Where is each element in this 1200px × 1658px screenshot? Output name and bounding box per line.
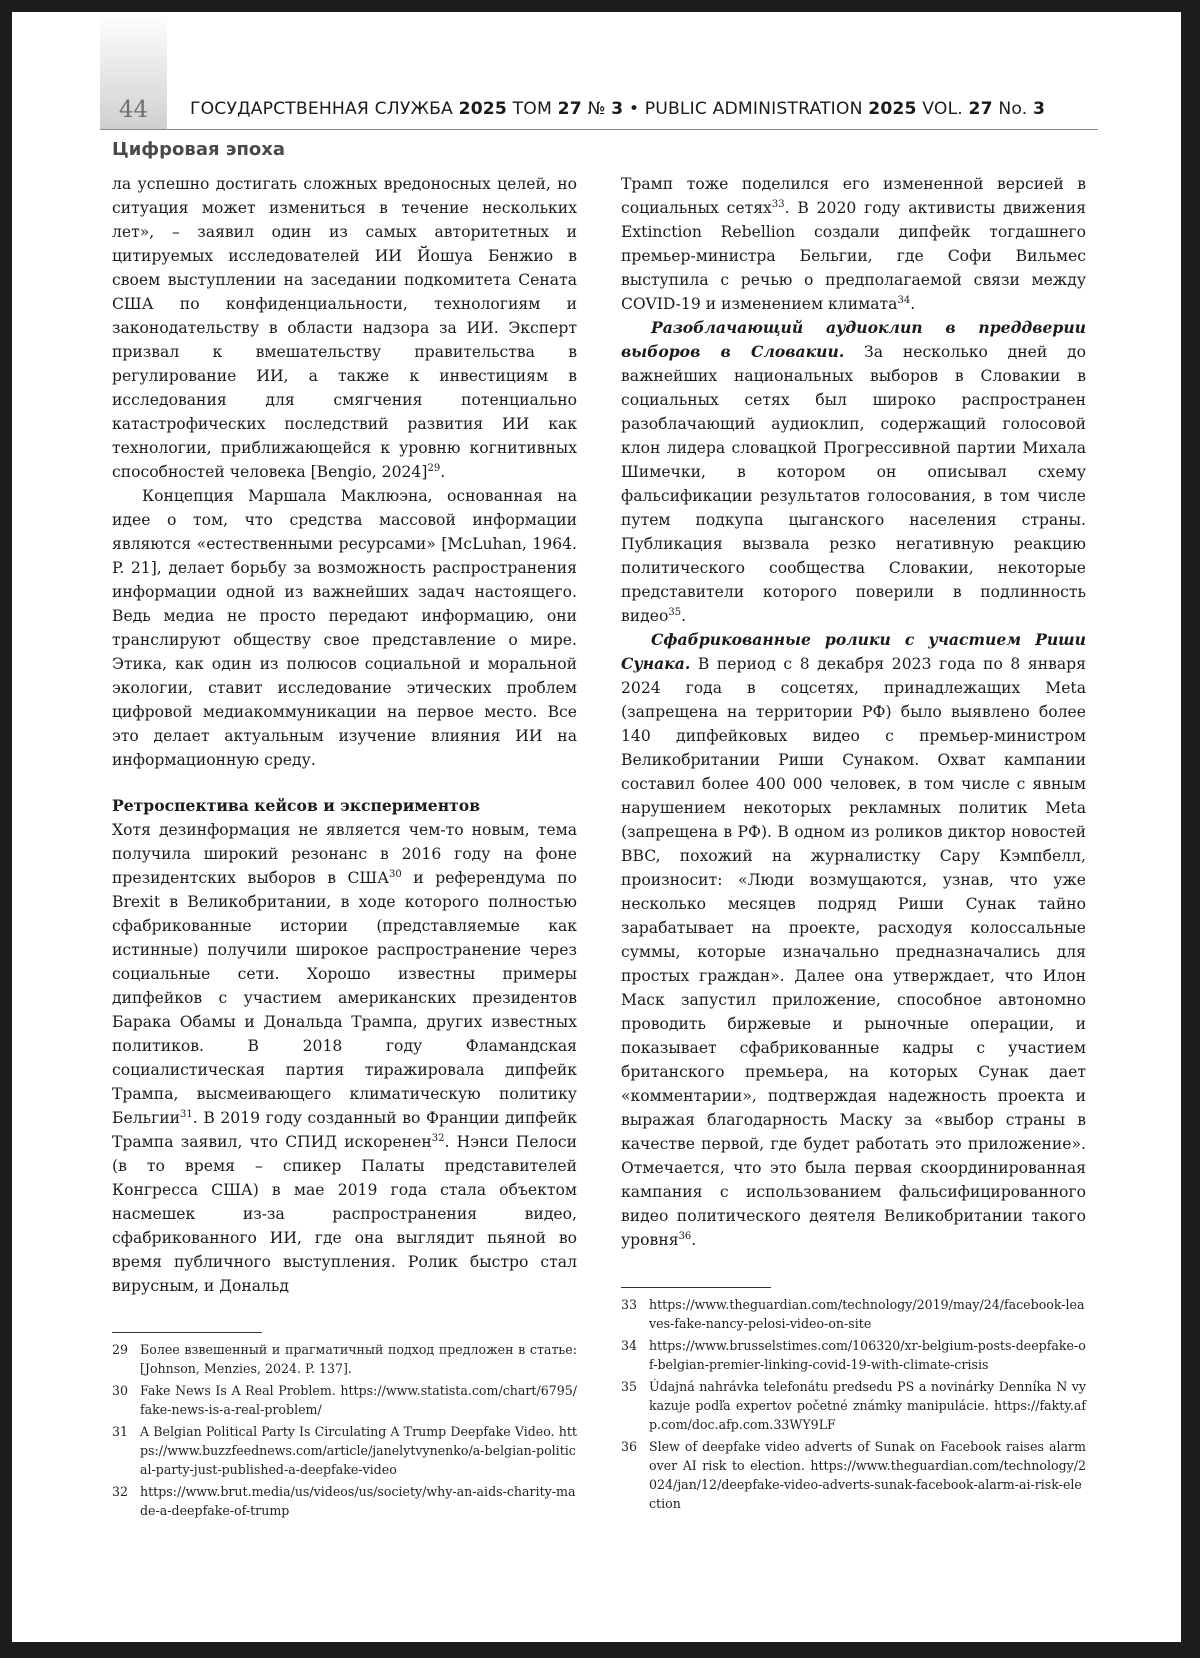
- footnote-35: 35 Údajná nahrávka telefonátu predsedu PS a novinárky Denníka N vykazuje podľa expertov početné známky manipulácie. https://fakty.afp.com/doc.afp.com.33WY9LF: [621, 1379, 1086, 1432]
- volume-label-en: VOL.: [922, 99, 963, 119]
- footnote-rule-right: [621, 1287, 771, 1288]
- footnote-ref-30[interactable]: 30: [389, 869, 402, 880]
- running-header: [190, 99, 1098, 119]
- footnote-ref-36[interactable]: 36: [678, 1231, 692, 1242]
- issue-number-en: 3: [1032, 99, 1046, 119]
- volume-label-ru: ТОМ: [512, 99, 552, 119]
- footnote-30: 30 Fake News Is A Real Problem. https://www.statista.com/chart/6795/fake-news-is-a-real-problem/: [112, 1383, 577, 1417]
- footnote-rule-left: [112, 1332, 262, 1333]
- footnote-ref-29[interactable]: 29: [427, 463, 441, 474]
- journal-title-ru: ГОСУДАРСТВЕННАЯ СЛУЖБА: [190, 99, 453, 119]
- section-heading: Ретроспектива кейсов и экспериментов: [112, 796, 481, 815]
- footnote-36: 36 Slew of deepfake video adverts of Sunak on Facebook raises alarm over AI risk to election. https://www.theguardian.com/technology/2024/jan/12/deepfake-video-adverts-sunak-facebook-alarm-ai-risk-election: [621, 1439, 1086, 1511]
- issue-label-ru: №: [587, 99, 606, 119]
- left-column: [112, 172, 577, 1298]
- header-rule: [100, 129, 1098, 130]
- page-number: 44: [118, 97, 149, 123]
- paragraph: Сфабрикованные ролики с участием Риши Сунака. В период с 8 декабря 2023 года по 8 января 2024 года в соцсетях, принадлежащих Meta (запрещена на территории РФ) было выявлено более 140 дипфейковых видео с премьер-министром Великобритании Риши Сунаком. Охват кампании составил более 400 000 человек, в том числе с явным нарушением некоторых рекламных политик Meta (запрещена в РФ). В одном из роликов диктор новостей BBC, похожий на журналистку Сару Кэмпбелл, произносит: «Люди возмущаются, узнав, что уже несколько месяцев подряд Риши Сунак тайно зарабатывает на проекте, расходуя колоссальные суммы, которые изначально предназначались для простых граждан». Далее она утверждает, что Илон Маск запустил приложение, способное автономно проводить биржевые и рыночные операции, и показывает сфабрикованные кадры с участием британского премьера, на которых Сунак дает «комментарии», подтверждая надежность проекта и выражая благодарность Маску за «выбор страны в качестве первой, где будет работать это приложение». Отмечается, что это была первая скоординированная кампания с использованием фальсифицированного видео политического деятеля Великобритании такого уровня$^{36}$.: [621, 630, 1086, 1249]
- section-label: Цифровая эпоха: [112, 139, 286, 160]
- footnote-34: 34 https://www.brusselstimes.com/106320/xr-belgium-posts-deepfake-of-belgian-premier-linking-covid-19-with-climate-crisis: [621, 1338, 1086, 1372]
- document-page: [12, 12, 1181, 1642]
- footnote-ref-31[interactable]: 31: [180, 1109, 193, 1120]
- footnote-29: 29 Более взвешенный и прагматичный подход предложен в статье: [Johnson, Menzies, 2024. P. 137].: [112, 1342, 577, 1376]
- footnote-ref-34[interactable]: 34: [897, 295, 911, 306]
- issue-label-en: No.: [998, 99, 1028, 119]
- footnote-32: 32 https://www.brut.media/us/videos/us/society/why-an-aids-charity-made-a-deepfake-of-trump: [112, 1484, 576, 1518]
- footnote-ref-35[interactable]: 35: [668, 607, 682, 618]
- year-ru: 2025: [458, 99, 508, 119]
- header-separator: •: [628, 99, 640, 119]
- paragraph-lead: Разоблачающий аудиоклип в преддверии выборов в Словакии.: [621, 318, 1086, 361]
- volume-number-ru: 27: [557, 99, 582, 119]
- paragraph: Трамп тоже поделился его измененной версией в социальных сетях$^{33}$. В 2020 году активисты движения Extinction Rebellion создали дипфейк тогдашнего премьер-министра Бельгии, где Софи Вильмес выступила с речью о предполагаемой связи между COVID-19 и изменением климата$^{34}$.: [621, 175, 1086, 313]
- footnote-33: 33 https://www.theguardian.com/technology/2019/may/24/facebook-leaves-fake-nancy-pelosi-video-on-site: [621, 1297, 1085, 1331]
- year-en: 2025: [868, 99, 917, 119]
- paragraph: ла успешно достигать сложных вредоносных целей, но ситуация может измениться в течение нескольких лет», – заявил один из самых авторитетных и цитируемых исследователей ИИ Йошуа Бенжио в своем выступлении на заседании подкомитета Сената США по конфиденциальности, технологиям и законодательству в области надзора за ИИ. Эксперт призвал к вмешательству правительства в регулирование ИИ, а также к инвестициям в исследования для смягчения потенциально катастрофических последствий развития ИИ как технологии, приближающейся к уровню когнитивных способностей человека [Bengio, 2024]$^{29}$.: [112, 175, 577, 481]
- paragraph: Хотя дезинформация не является чем-то новым, тема получила широкий резонанс в 2016 году на фоне президентских выборов в США$^{30}$ и референдума по Brexit в Великобритании, в ходе которого полностью сфабрикованные истории (представляемые как истинные) получили широкое распространение через социальные сети. Хорошо известны примеры дипфейков с участием американских президентов Барака Обамы и Дональда Трампа, других известных политиков. В 2018 году Фламандская социалистическая партия тиражировала дипфейк Трампа, высмеивающего климатическую политику Бельгии$^{31}$. В 2019 году созданный во Франции дипфейк Трампа заявил, что СПИД искоренен$^{32}$. Нэнси Пелоси (в то время – спикер Палаты представителей Конгресса США) в мае 2019 года стала объектом насмешек из-за распространения видео, сфабрикованного ИИ, где она выглядит пьяной во время публичного выступления. Ролик быстро стал вирусным, и Дональд: [112, 821, 577, 1295]
- paragraph: Разоблачающий аудиоклип в преддверии выборов в Словакии. За несколько дней до важнейших национальных выборов в Словакии в социальных сетях был широко распространен разоблачающий аудиоклип, содержащий голосовой клон лидера словацкой Прогрессивной партии Михала Шимечки, в котором он описывал схему фальсификации результатов голосования, в том числе путем подкупа цыганского населения страны. Публикация вызвала резко негативную реакцию политического сообщества Словакии, некоторые представители которого поверили в подлинность видео$^{35}$.: [621, 318, 1086, 625]
- footnotes-right: [621, 1295, 1086, 1516]
- footnotes-left: [112, 1340, 577, 1523]
- footnote-31: 31 A Belgian Political Party Is Circulating A Trump Deepfake Video. https://www.buzzfeednews.com/article/janelytvynenko/a-belgian-political-party-just-published-a-deepfake-video: [112, 1424, 577, 1477]
- right-column: [621, 172, 1086, 1252]
- footnote-ref-32[interactable]: 32: [431, 1133, 445, 1144]
- volume-number-en: 27: [968, 99, 993, 119]
- journal-title-en: PUBLIC ADMINISTRATION: [644, 99, 863, 119]
- issue-number-ru: 3: [611, 99, 624, 119]
- paragraph: Концепция Маршала Маклюэна, основанная на идее о том, что средства массовой информации являются «естественными ресурсами» [McLuhan, 1964. P. 21], делает борьбу за возможность распространения информации одной из важнейших задач настоящего. Ведь медиа не просто передают информацию, они транслируют обществу свое представление о мире. Этика, как один из полюсов социальной и моральной экологии, ставит исследование этических проблем цифровой медиакоммуникации на первое место. Все это делает актуальным изучение влияния ИИ на информационную среду.: [112, 487, 577, 769]
- paragraph-lead: Сфабрикованные ролики с участием Риши Сунака.: [621, 630, 1086, 673]
- footnote-ref-33[interactable]: 33: [771, 199, 785, 210]
